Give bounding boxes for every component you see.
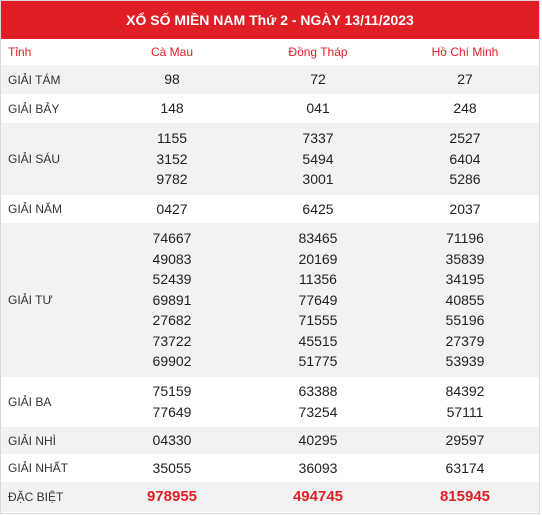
prize-row-giai-tu [1,223,539,377]
number: 49083 [152,250,192,267]
number: 0427 [156,200,188,217]
number: 04330 [152,432,192,449]
number: 36093 [298,459,338,476]
number: 35839 [445,250,485,267]
number: 11356 [299,271,337,288]
number: 3152 [156,150,188,167]
number: 75159 [152,383,192,400]
number: 041 [306,100,330,117]
prize-value [391,65,539,94]
results-table [1,39,539,512]
prize-value [99,123,245,195]
number: 40295 [298,432,338,449]
prize-label: GIẢI BẢY [8,101,60,116]
prize-value [245,94,391,123]
number: 40855 [445,291,485,308]
prize-value [99,427,245,454]
prize-value [391,123,539,195]
prize-value [245,65,391,94]
number: 51775 [298,353,338,370]
number: 63174 [445,459,485,476]
prize-value [391,195,539,223]
number: 29597 [445,432,485,449]
prize-label: GIẢI NĂM [8,202,63,216]
number: 27682 [152,312,192,329]
number: 27 [457,71,473,88]
prize-row-giai-ba [1,377,539,427]
prize-row-giai-nhat [1,454,539,482]
prize-value [245,454,391,482]
number: 3001 [302,171,334,188]
number: 248 [453,100,477,117]
prize-value [245,377,391,427]
prize-label: GIẢI BA [8,395,52,409]
prize-label: GIẢI TÁM [1,65,99,94]
prize-label: GIẢI NHẤT [8,461,69,475]
number: 20169 [298,250,338,267]
number: 494745 [292,487,344,505]
prize-row-giai-bay [1,94,539,123]
number: 72 [310,71,326,88]
number: 69891 [152,291,192,308]
prize-value [391,377,539,427]
province-header-dong-thap[interactable]: Đồng Tháp [288,45,348,59]
prize-row-dac-biet [1,482,539,512]
number: 77649 [152,404,192,420]
number: 57111 [446,404,484,420]
special-prize-value [99,482,245,512]
number: 9782 [156,171,188,188]
number: 77649 [298,291,338,308]
prize-value [99,94,245,123]
prize-label: GIẢI NHÌ [1,427,99,454]
province-header-ho-chi-minh[interactable]: Hồ Chí Minh [431,45,499,59]
prize-value [99,223,245,377]
prize-value [391,223,539,377]
prize-value [245,427,391,454]
number: 83465 [298,229,338,246]
prize-row-giai-sau [1,123,539,195]
prize-value [99,195,245,223]
prize-value [245,223,391,377]
number: 98 [164,71,180,88]
results-header [1,1,539,39]
prize-value [245,195,391,223]
number: 148 [160,100,184,117]
number: 6425 [302,200,334,217]
number: 27379 [445,332,485,349]
number: 55196 [445,312,485,329]
number: 45515 [298,332,338,349]
number: 2037 [449,200,481,217]
number: 53939 [445,353,485,370]
number: 84392 [445,383,485,400]
number: 71555 [298,312,338,329]
prize-row-giai-nam [1,195,539,223]
number: 73254 [298,404,338,420]
number: 35055 [152,459,192,476]
number: 74667 [152,229,192,246]
prize-value [245,123,391,195]
prize-value [391,454,539,482]
number: 6404 [449,150,481,167]
prize-value [391,94,539,123]
prize-value [391,427,539,454]
number: 1155 [156,130,188,147]
prize-value [99,377,245,427]
number: 34195 [445,271,485,288]
number: 5494 [302,150,334,167]
province-header-ca-mau[interactable]: Cà Mau [150,45,194,59]
number: 7337 [302,130,334,147]
number: 978955 [146,487,198,505]
prize-label: GIẢI SÁU [1,123,99,195]
prize-row-giai-tam [1,65,539,94]
number: 815945 [439,487,491,505]
special-prize-value [245,482,391,512]
prize-label: ĐẶC BIỆT [1,482,99,512]
number: 52439 [152,271,192,288]
number: 63388 [298,383,338,400]
results-title: XỔ SỐ MIỀN NAM Thứ 2 - NGÀY 13/11/2023 [126,12,414,28]
number: 69902 [152,353,192,370]
number: 73722 [152,332,192,349]
prize-row-giai-nhi [1,427,539,454]
special-prize-value [391,482,539,512]
province-label-header: Tỉnh [8,45,32,59]
number: 2527 [449,130,481,147]
prize-value [99,65,245,94]
number: 5286 [449,171,481,188]
prize-label: GIẢI TƯ [1,223,99,377]
table-header-row [1,39,539,65]
number: 71196 [446,229,484,246]
prize-value [99,454,245,482]
